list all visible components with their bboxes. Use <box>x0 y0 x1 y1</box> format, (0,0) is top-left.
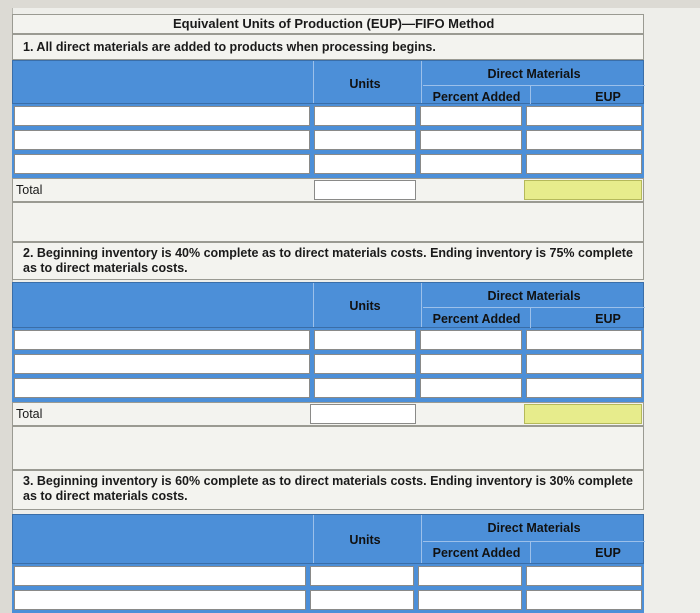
total-label: Total <box>16 183 43 197</box>
worksheet-title: Equivalent Units of Production (EUP)—FIFO Method <box>12 14 644 34</box>
t1-row1-percent-input[interactable] <box>420 106 522 126</box>
t2-row3-label-input[interactable] <box>14 378 310 398</box>
eup-header: EUP <box>531 85 645 107</box>
t1-row1-units-input[interactable] <box>314 106 416 126</box>
eup-header: EUP <box>531 541 645 563</box>
t2-row1-label-input[interactable] <box>14 330 310 350</box>
units-header: Units <box>349 299 381 313</box>
t3-row1-units-input[interactable] <box>310 566 414 586</box>
t2-row2-eup-input[interactable] <box>526 354 642 374</box>
question-3: 3. Beginning inventory is 60% complete as to direct materials costs. Ending inventory is 30% complete as to direct materials costs. <box>12 470 644 510</box>
t2-total-units-input[interactable] <box>310 404 416 424</box>
table-1-header <box>12 60 644 104</box>
t1-row2-label-input[interactable] <box>14 130 310 150</box>
t2-row2-percent-input[interactable] <box>420 354 522 374</box>
eup-header: EUP <box>531 307 645 329</box>
t1-row3-label-input[interactable] <box>14 154 310 174</box>
t2-row3-units-input[interactable] <box>314 378 416 398</box>
section-gap <box>12 426 644 470</box>
question-1: 1. All direct materials are added to products when processing begins. <box>12 34 644 60</box>
t1-row1-eup-input[interactable] <box>526 106 642 126</box>
t1-row2-eup-input[interactable] <box>526 130 642 150</box>
t1-row3-percent-input[interactable] <box>420 154 522 174</box>
units-header: Units <box>349 77 381 91</box>
t3-row2-eup-input[interactable] <box>526 590 642 610</box>
t2-row2-units-input[interactable] <box>314 354 416 374</box>
t1-total-units-input[interactable] <box>314 180 416 200</box>
table-2-header <box>12 282 644 328</box>
t2-row1-units-input[interactable] <box>314 330 416 350</box>
t3-row2-percent-input[interactable] <box>418 590 522 610</box>
t2-row1-percent-input[interactable] <box>420 330 522 350</box>
percent-added-header: Percent Added <box>423 541 531 563</box>
t3-row1-label-input[interactable] <box>14 566 306 586</box>
t3-row2-units-input[interactable] <box>310 590 414 610</box>
units-header: Units <box>349 533 381 547</box>
t2-total-eup-input[interactable] <box>524 404 642 424</box>
t2-row2-label-input[interactable] <box>14 354 310 374</box>
t1-row1-label-input[interactable] <box>14 106 310 126</box>
t1-row2-units-input[interactable] <box>314 130 416 150</box>
t3-row1-percent-input[interactable] <box>418 566 522 586</box>
t1-total-eup-input[interactable] <box>524 180 642 200</box>
t3-row2-label-input[interactable] <box>14 590 306 610</box>
t1-row3-eup-input[interactable] <box>526 154 642 174</box>
t1-row3-units-input[interactable] <box>314 154 416 174</box>
direct-materials-header: Direct Materials <box>487 67 581 81</box>
t1-row2-percent-input[interactable] <box>420 130 522 150</box>
section-gap <box>12 202 644 242</box>
t2-row3-eup-input[interactable] <box>526 378 642 398</box>
percent-added-header: Percent Added <box>423 85 531 107</box>
direct-materials-header: Direct Materials <box>487 289 581 303</box>
total-label: Total <box>16 407 43 421</box>
direct-materials-header: Direct Materials <box>487 521 581 535</box>
t3-row1-eup-input[interactable] <box>526 566 642 586</box>
t2-row3-percent-input[interactable] <box>420 378 522 398</box>
table-3-header <box>12 514 644 564</box>
t2-row1-eup-input[interactable] <box>526 330 642 350</box>
percent-added-header: Percent Added <box>423 307 531 329</box>
question-2: 2. Beginning inventory is 40% complete as to direct materials costs. Ending inventory is 75% complete as to direct materials costs. <box>12 242 644 280</box>
